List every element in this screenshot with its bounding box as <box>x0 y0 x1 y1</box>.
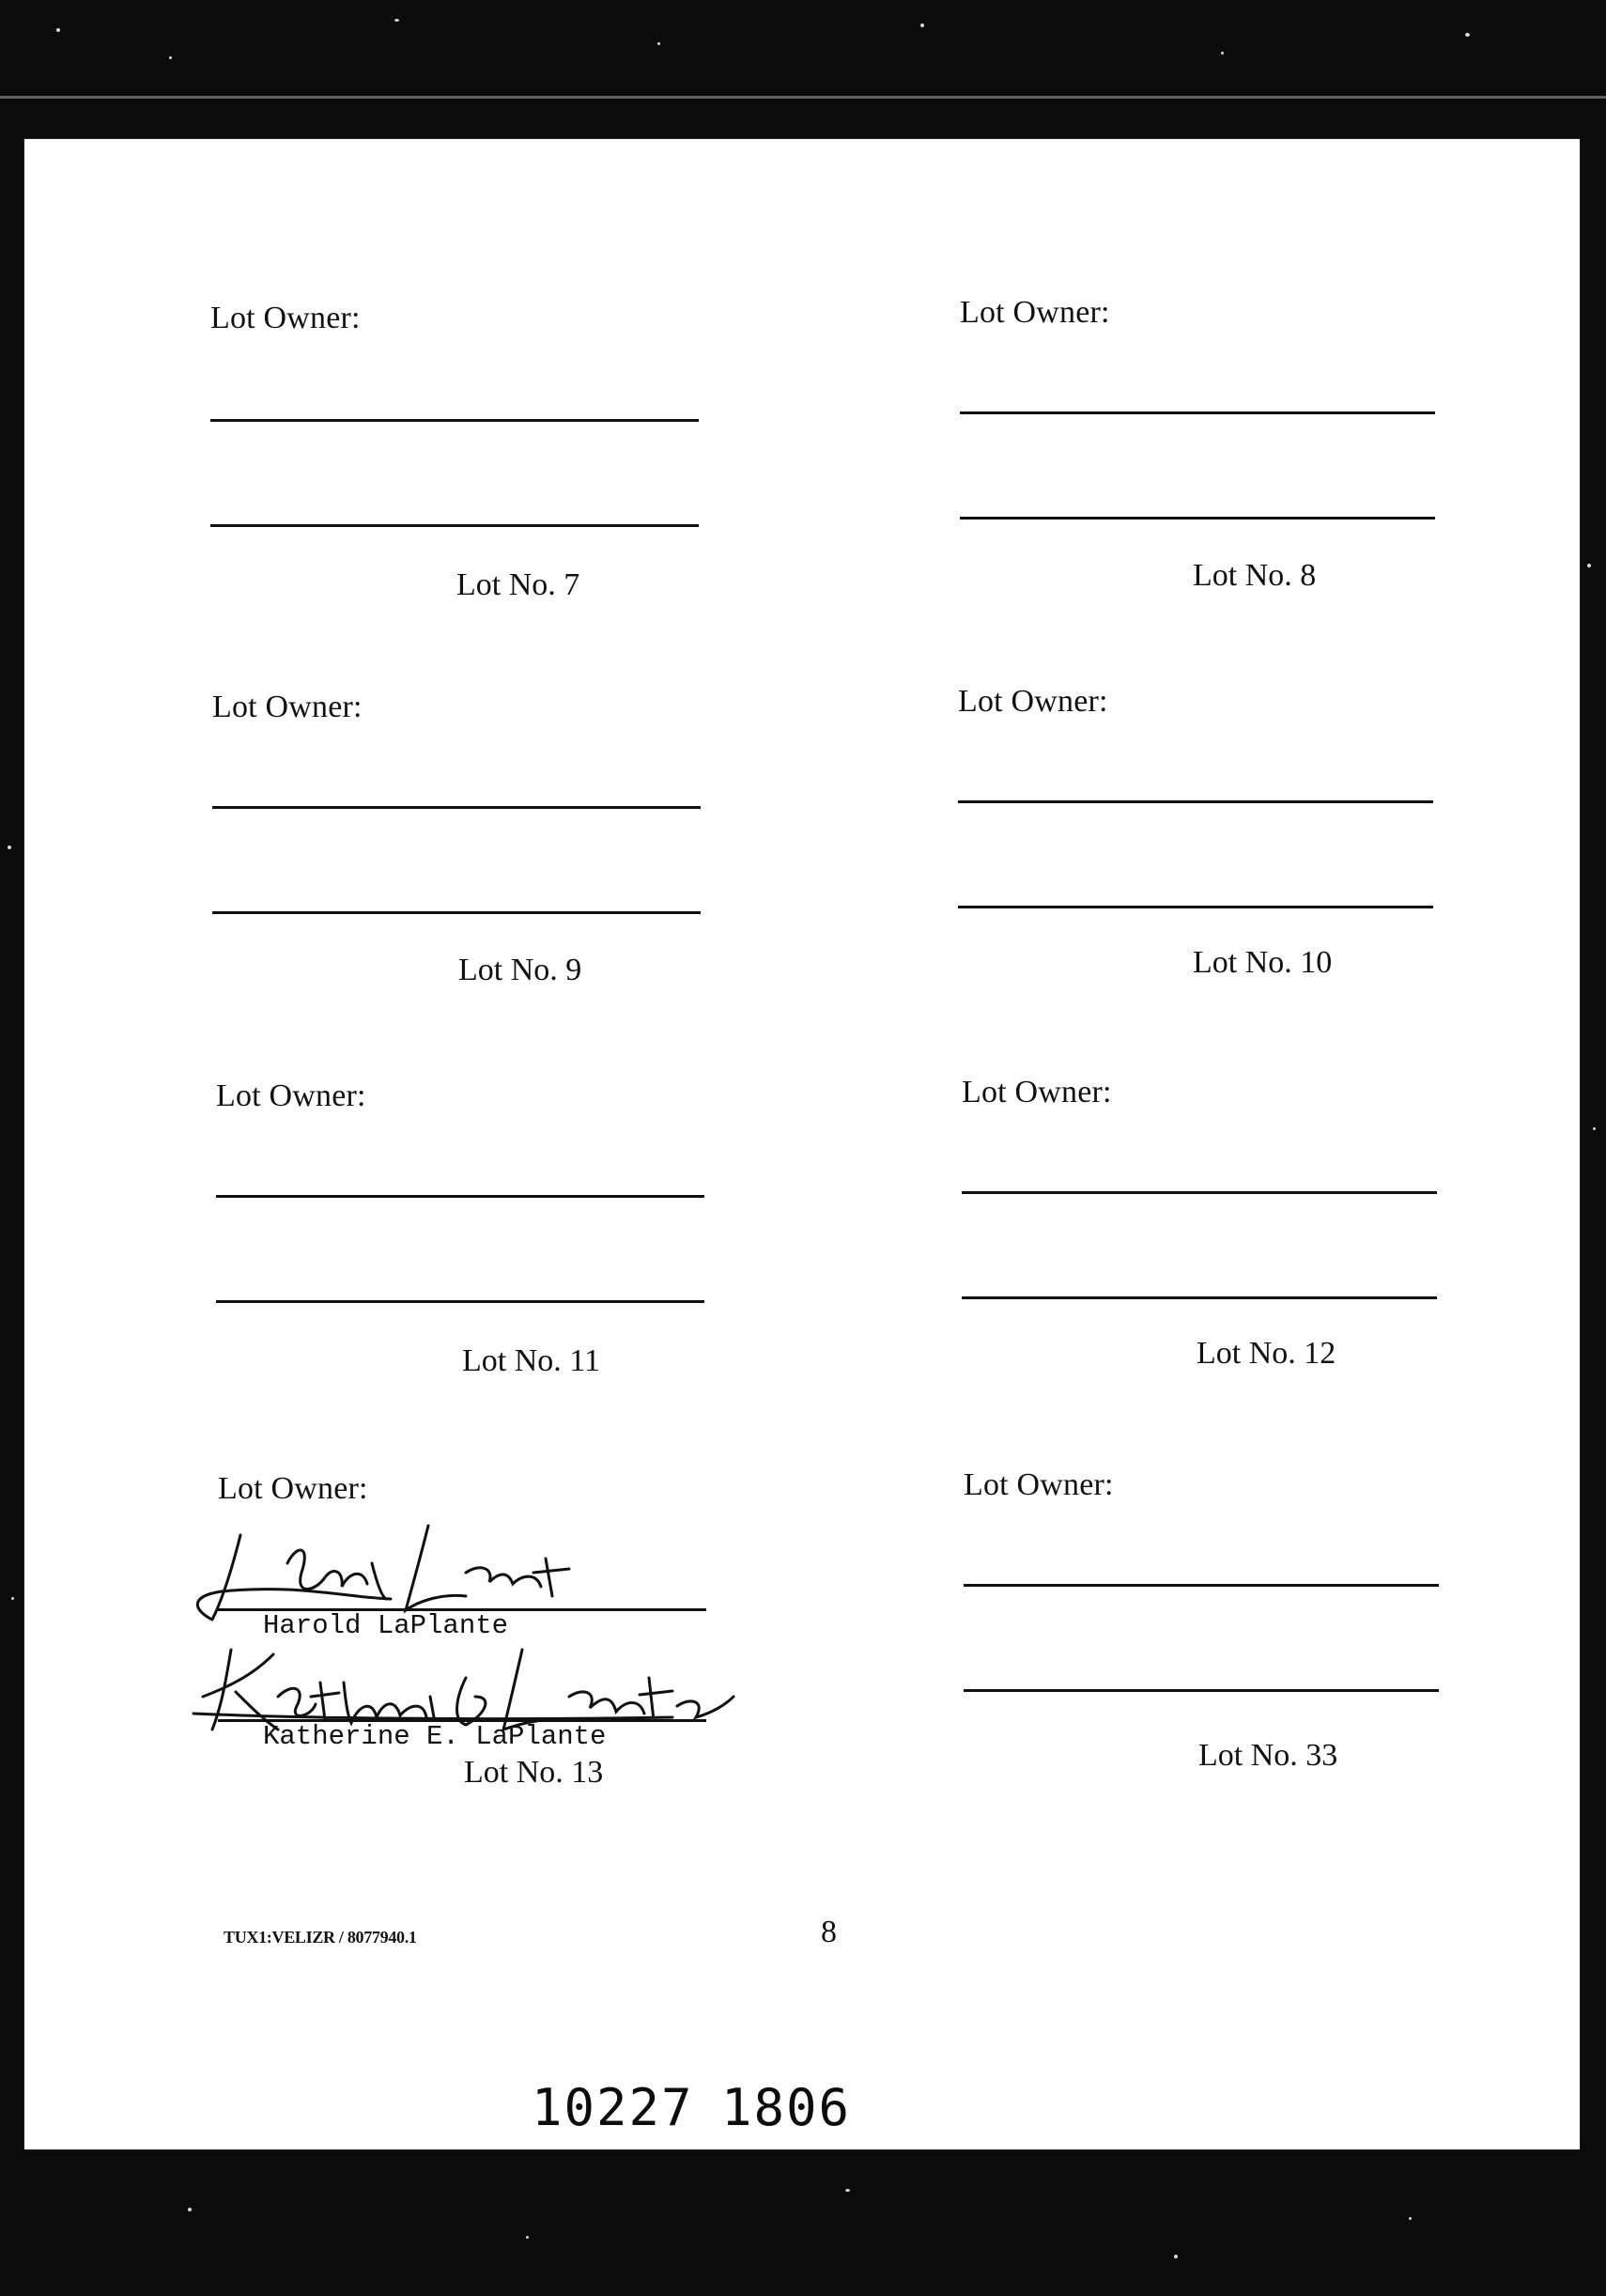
lot-block-33 <box>964 1467 1490 1787</box>
lot-number-label: Lot No. 33 <box>1198 1738 1338 1773</box>
signature-line <box>964 1584 1439 1587</box>
lot-block-13 <box>218 1471 744 1791</box>
lot-number-label: Lot No. 7 <box>456 567 580 602</box>
signature-line <box>210 419 699 422</box>
signature-line <box>962 1191 1437 1194</box>
typed-signer-name: Katherine E. LaPlante <box>263 1721 607 1752</box>
lot-number-label: Lot No. 12 <box>1197 1336 1336 1371</box>
lot-block-10 <box>958 684 1484 1003</box>
lot-block-11 <box>216 1078 742 1398</box>
lot-owner-label: Lot Owner: <box>958 684 1108 719</box>
lot-number-label: Lot No. 13 <box>464 1755 604 1790</box>
lot-owner-label: Lot Owner: <box>218 1471 368 1506</box>
lot-number-label: Lot No. 8 <box>1193 558 1317 593</box>
signature-line <box>964 1689 1439 1692</box>
signature-line <box>216 1195 704 1198</box>
signature-line <box>212 806 701 809</box>
lot-number-label: Lot No. 10 <box>1193 945 1333 980</box>
signature-line <box>212 911 701 914</box>
lot-owner-label: Lot Owner: <box>964 1467 1114 1502</box>
lot-block-8 <box>960 295 1486 614</box>
signature-line <box>958 800 1433 803</box>
lot-owner-label: Lot Owner: <box>216 1078 366 1113</box>
document-page <box>24 139 1580 2149</box>
lot-block-7 <box>210 301 736 620</box>
lot-block-12 <box>962 1075 1488 1394</box>
lot-owner-label: Lot Owner: <box>962 1075 1112 1109</box>
typed-signer-name: Harold LaPlante <box>263 1610 509 1641</box>
lot-number-label: Lot No. 11 <box>462 1343 601 1378</box>
handwritten-signature-harold <box>184 1507 635 1638</box>
signature-line <box>960 517 1435 520</box>
lot-owner-label: Lot Owner: <box>960 295 1110 330</box>
lot-owner-label: Lot Owner: <box>210 301 361 335</box>
recording-stamp-page: 1806 <box>721 2078 852 2137</box>
signature-line <box>958 906 1433 908</box>
signature-line <box>216 1300 704 1303</box>
recording-stamp-book: 10227 <box>532 2078 694 2137</box>
lot-block-9 <box>212 690 738 1009</box>
lot-owner-label: Lot Owner: <box>212 690 363 724</box>
signature-line <box>960 411 1435 414</box>
lot-number-label: Lot No. 9 <box>458 953 582 987</box>
handwritten-signature-katherine <box>184 1631 766 1744</box>
signature-line <box>210 524 699 527</box>
page-number: 8 <box>821 1915 837 1949</box>
signature-line <box>962 1296 1437 1299</box>
document-reference: TUX1:VELIZR / 8077940.1 <box>224 1928 417 1947</box>
